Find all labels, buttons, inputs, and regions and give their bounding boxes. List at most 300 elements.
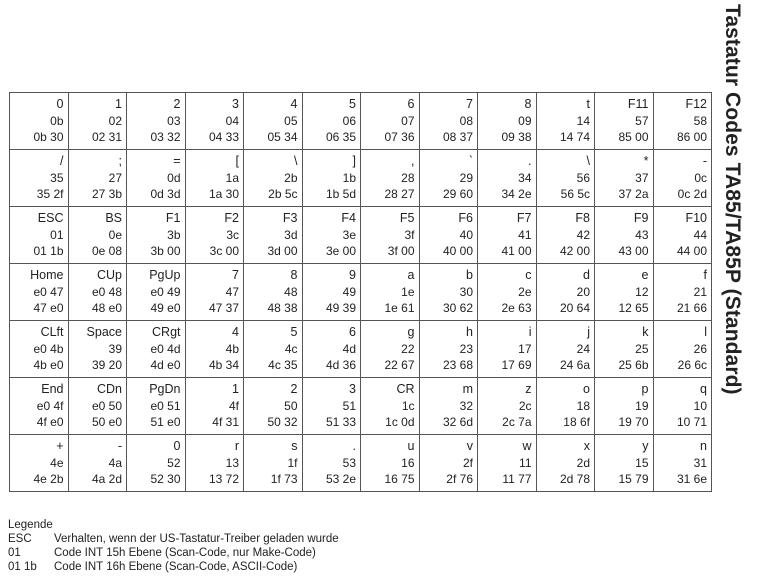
scan-ascii-code: 18 6f [563, 415, 590, 430]
key-cell [244, 93, 303, 150]
key-label: 2 [173, 97, 181, 112]
key-label: ESC [37, 211, 64, 226]
scan-code: 18 [576, 398, 590, 413]
scan-ascii-code: 2c 7a [502, 415, 532, 430]
key-label: l [704, 325, 707, 340]
key-label: 8 [290, 268, 298, 283]
key-label: F2 [224, 211, 239, 226]
key-label: 5 [349, 97, 356, 112]
key-label: k [642, 325, 649, 340]
scan-ascii-code: 86 00 [676, 130, 707, 145]
key-label: + [56, 439, 64, 454]
key-cell [302, 435, 361, 492]
key-cell [302, 93, 361, 150]
key-cell [68, 207, 127, 264]
scan-code: 0b [50, 113, 64, 128]
key-cell [185, 264, 244, 321]
key-label: j [587, 325, 590, 340]
key-cell [68, 150, 127, 207]
key-cell [536, 378, 595, 435]
key-label: p [641, 382, 649, 397]
key-label: 0 [173, 439, 181, 454]
scan-code: e0 51 [150, 398, 181, 413]
key-label: ; [118, 154, 122, 169]
key-label: v [466, 439, 473, 454]
scan-ascii-code: 1b 5d [325, 187, 356, 202]
scan-ascii-code: 14 74 [559, 130, 590, 145]
scan-code: 06 [342, 113, 356, 128]
key-cell [478, 321, 537, 378]
scan-ascii-code: 1a 30 [208, 187, 239, 202]
key-label: F8 [575, 211, 590, 226]
key-cell [10, 207, 69, 264]
scan-code: 28 [401, 170, 415, 185]
table-row [10, 321, 712, 378]
scan-ascii-code: 08 37 [442, 130, 473, 145]
key-cell [595, 150, 654, 207]
scan-code: 01 [50, 227, 64, 242]
key-label: \ [294, 154, 298, 169]
key-cell [478, 207, 537, 264]
scan-code: 17 [518, 341, 532, 356]
table-row [10, 264, 712, 321]
scan-ascii-code: 51 e0 [150, 415, 181, 430]
scan-code: 04 [225, 113, 239, 128]
scan-ascii-code: 4b e0 [33, 358, 64, 373]
key-label: 3 [349, 382, 356, 397]
legend-key: 01 [8, 547, 21, 559]
key-label: = [173, 154, 181, 169]
key-label: CR [396, 382, 415, 397]
legend-key: 01 1b [8, 561, 37, 573]
scan-ascii-code: 2f 76 [446, 472, 473, 487]
key-label: F6 [458, 211, 473, 226]
scan-ascii-code: 06 35 [325, 130, 356, 145]
scan-ascii-code: 3f 00 [387, 244, 415, 259]
scan-ascii-code: 47 e0 [33, 301, 64, 316]
key-cell [478, 150, 537, 207]
table-row [10, 207, 712, 264]
scan-code: 37 [635, 170, 649, 185]
key-label: z [525, 382, 532, 397]
scan-code: 20 [576, 284, 590, 299]
scan-ascii-code: 03 32 [150, 130, 181, 145]
key-cell [185, 435, 244, 492]
scan-code: 08 [459, 113, 473, 128]
key-label: CRgt [152, 325, 181, 340]
scan-code: 0e [108, 227, 122, 242]
scan-code: e0 4f [36, 398, 64, 413]
key-cell [10, 321, 69, 378]
scan-code: 07 [401, 113, 415, 128]
scan-code: 57 [635, 113, 649, 128]
key-cell [595, 207, 654, 264]
key-label: w [522, 439, 532, 454]
legend-item [8, 532, 339, 546]
key-cell [361, 207, 420, 264]
scan-code: 4b [225, 341, 239, 356]
key-cell [536, 93, 595, 150]
scan-ascii-code: 56 5c [560, 187, 590, 202]
scan-code: 51 [342, 398, 356, 413]
key-label: y [642, 439, 649, 454]
key-cell [10, 150, 69, 207]
key-label: 3 [232, 97, 239, 112]
key-label: b [466, 268, 473, 283]
key-label: . [528, 154, 532, 169]
scan-ascii-code: 4d e0 [150, 358, 181, 373]
key-cell [536, 150, 595, 207]
legend-heading: Legende [8, 519, 53, 531]
key-label: F9 [633, 211, 649, 226]
key-cell [244, 207, 303, 264]
key-label: BS [105, 211, 122, 226]
scan-ascii-code: 29 60 [442, 187, 473, 202]
key-cell [536, 264, 595, 321]
key-label: ] [352, 154, 356, 169]
legend-text: Code INT 15h Ebene (Scan-Code, nur Make-Code) [54, 547, 316, 559]
scan-ascii-code: 04 33 [208, 130, 239, 145]
key-code-table [9, 92, 712, 492]
key-label: n [700, 439, 707, 454]
key-cell [536, 207, 595, 264]
key-cell [68, 264, 127, 321]
scan-code: 2b [284, 170, 298, 185]
scan-ascii-code: 4d 36 [325, 358, 356, 373]
scan-ascii-code: 19 70 [618, 415, 649, 430]
key-label: / [60, 154, 64, 169]
scan-ascii-code: 35 2f [36, 187, 64, 202]
key-cell [361, 150, 420, 207]
scan-code: 4d [342, 341, 356, 356]
key-cell [302, 150, 361, 207]
key-label: 2 [290, 382, 298, 397]
key-cell [185, 378, 244, 435]
scan-code: e0 4b [33, 341, 64, 356]
key-cell [185, 207, 244, 264]
scan-code: 29 [459, 170, 473, 185]
key-cell [361, 264, 420, 321]
scan-ascii-code: 16 75 [384, 472, 415, 487]
key-label: 4 [232, 325, 239, 340]
scan-code: 49 [342, 284, 356, 299]
key-label: 6 [349, 325, 356, 340]
key-label: g [407, 325, 415, 340]
key-cell [302, 321, 361, 378]
key-cell [10, 93, 69, 150]
scan-ascii-code: 3d 00 [267, 244, 298, 259]
scan-code: 2f [462, 455, 473, 470]
scan-ascii-code: 47 37 [208, 301, 239, 316]
key-cell [68, 93, 127, 150]
scan-code: 26 [693, 341, 707, 356]
key-cell [653, 264, 712, 321]
scan-code: 1e [401, 284, 415, 299]
scan-code: 53 [342, 455, 356, 470]
scan-ascii-code: 31 6e [676, 472, 707, 487]
key-label: PgUp [149, 268, 181, 283]
key-cell [478, 435, 537, 492]
scan-ascii-code: 3e 00 [325, 244, 356, 259]
scan-code: 2d [576, 455, 590, 470]
key-cell [653, 378, 712, 435]
key-cell [127, 321, 186, 378]
key-label: * [643, 154, 649, 169]
scan-ascii-code: 42 00 [559, 244, 590, 259]
scan-code: 22 [401, 341, 415, 356]
key-label: CDn [96, 382, 122, 397]
table-row [10, 93, 712, 150]
scan-code: 42 [576, 227, 590, 242]
scan-ascii-code: 4c 35 [268, 358, 298, 373]
scan-code: 25 [635, 341, 649, 356]
key-label: o [583, 382, 590, 397]
key-cell [478, 264, 537, 321]
key-cell [419, 264, 478, 321]
scan-ascii-code: 05 34 [267, 130, 298, 145]
scan-ascii-code: 0c 2d [677, 187, 707, 202]
table-row [10, 435, 712, 492]
legend-item [8, 546, 339, 560]
scan-code: 4f [228, 398, 239, 413]
key-cell [419, 93, 478, 150]
scan-code: 1a [225, 170, 239, 185]
scan-ascii-code: 40 00 [442, 244, 473, 259]
key-label: 5 [290, 325, 298, 340]
scan-ascii-code: 1f 73 [270, 472, 298, 487]
scan-ascii-code: 0e 08 [91, 244, 122, 259]
table-row [10, 150, 712, 207]
key-cell [419, 207, 478, 264]
scan-code: 47 [225, 284, 239, 299]
key-cell [127, 378, 186, 435]
key-label: F1 [165, 211, 181, 226]
scan-ascii-code: 20 64 [559, 301, 590, 316]
key-label: f [703, 268, 707, 283]
scan-ascii-code: 48 38 [267, 301, 298, 316]
scan-code: 3e [342, 227, 356, 242]
key-cell [419, 150, 478, 207]
key-label: ` [468, 154, 473, 169]
scan-code: 3f [404, 227, 415, 242]
key-label: End [41, 382, 64, 397]
key-cell [68, 321, 127, 378]
key-label: 8 [524, 97, 532, 112]
key-cell [10, 378, 69, 435]
scan-code: e0 4d [150, 341, 181, 356]
scan-code: 27 [108, 170, 122, 185]
scan-ascii-code: 26 6c [677, 358, 707, 373]
scan-ascii-code: 39 20 [91, 358, 122, 373]
key-cell [244, 150, 303, 207]
legend-text: Code INT 16h Ebene (Scan-Code, ASCII-Code) [54, 561, 298, 573]
scan-ascii-code: 07 36 [384, 130, 415, 145]
scan-ascii-code: 4f 31 [212, 415, 239, 430]
scan-code: 40 [459, 227, 473, 242]
key-label: CUp [96, 268, 122, 283]
key-cell [653, 435, 712, 492]
scan-code: e0 47 [33, 284, 64, 299]
scan-code: 2c [518, 398, 532, 413]
key-cell [478, 378, 537, 435]
key-cell [302, 207, 361, 264]
key-cell [244, 378, 303, 435]
key-cell [653, 207, 712, 264]
scan-ascii-code: 51 33 [325, 415, 356, 430]
key-label: u [407, 439, 415, 454]
scan-ascii-code: 44 00 [676, 244, 707, 259]
legend [8, 518, 339, 574]
key-cell [595, 93, 654, 150]
key-label: i [528, 325, 532, 340]
scan-code: 09 [518, 113, 532, 128]
key-cell [361, 435, 420, 492]
scan-code: 12 [635, 284, 649, 299]
scan-code: 13 [225, 455, 239, 470]
scan-code: 34 [518, 170, 532, 185]
scan-code: 10 [693, 398, 707, 413]
scan-ascii-code: 30 62 [442, 301, 473, 316]
scan-code: 1b [342, 170, 356, 185]
key-cell [68, 435, 127, 492]
scan-code: 05 [284, 113, 298, 128]
key-label: F4 [341, 211, 356, 226]
key-cell [419, 321, 478, 378]
key-cell [127, 435, 186, 492]
scan-ascii-code: 43 00 [618, 244, 649, 259]
key-cell [653, 321, 712, 378]
key-cell [536, 321, 595, 378]
scan-ascii-code: 32 6d [442, 415, 473, 430]
scan-code: 39 [108, 341, 122, 356]
scan-code: 0d [167, 170, 181, 185]
key-label: CLft [40, 325, 64, 340]
legend-key: ESC [8, 533, 32, 545]
scan-ascii-code: 4a 2d [91, 472, 122, 487]
key-cell [595, 435, 654, 492]
key-label: F10 [685, 211, 707, 226]
key-label: [ [235, 154, 239, 169]
key-label: F7 [516, 211, 532, 226]
scan-ascii-code: 23 68 [442, 358, 473, 373]
scan-code: 16 [401, 455, 415, 470]
key-label: F11 [627, 97, 649, 112]
scan-ascii-code: 27 3b [91, 187, 122, 202]
page-title: Tastatur Codes TA85/TA85P (Standard) [721, 4, 744, 395]
scan-ascii-code: 0d 3d [150, 187, 181, 202]
key-cell [595, 321, 654, 378]
scan-code: e0 50 [91, 398, 122, 413]
key-label: x [583, 439, 590, 454]
key-label: 0 [56, 97, 64, 112]
scan-ascii-code: 12 65 [618, 301, 649, 316]
key-label: 9 [349, 268, 356, 283]
scan-code: 56 [576, 170, 590, 185]
key-cell [127, 150, 186, 207]
legend-text: Verhalten, wenn der US-Tastatur-Treiber geladen wurde [54, 533, 339, 545]
key-cell [127, 264, 186, 321]
scan-code: 43 [635, 227, 649, 242]
scan-code: 02 [108, 113, 122, 128]
scan-code: 58 [693, 113, 707, 128]
scan-code: 21 [693, 284, 707, 299]
key-label: F5 [399, 211, 415, 226]
key-cell [302, 378, 361, 435]
key-label: \ [586, 154, 590, 169]
key-label: F12 [685, 97, 707, 112]
scan-code: 15 [635, 455, 649, 470]
scan-code: 50 [284, 398, 298, 413]
key-cell [478, 93, 537, 150]
scan-code: 11 [519, 455, 532, 470]
scan-code: 3d [284, 227, 298, 242]
key-label: m [462, 382, 473, 397]
scan-code: e0 49 [150, 284, 181, 299]
key-label: 1 [115, 97, 122, 112]
scan-ascii-code: 2e 63 [501, 301, 532, 316]
key-cell [419, 435, 478, 492]
scan-ascii-code: 1c 0d [385, 415, 415, 430]
key-cell [244, 321, 303, 378]
scan-ascii-code: 21 66 [676, 301, 707, 316]
scan-code: 24 [576, 341, 590, 356]
key-label: 7 [466, 97, 473, 112]
scan-ascii-code: 13 72 [208, 472, 239, 487]
key-label: c [525, 268, 532, 283]
scan-ascii-code: 2d 78 [559, 472, 590, 487]
scan-code: 14 [576, 113, 590, 128]
key-label: . [352, 439, 356, 454]
key-label: 1 [232, 382, 239, 397]
key-label: a [407, 268, 415, 283]
key-label: - [702, 154, 707, 169]
key-label: , [411, 154, 415, 169]
key-cell [244, 435, 303, 492]
scan-ascii-code: 09 38 [501, 130, 532, 145]
scan-code: 03 [167, 113, 181, 128]
scan-code: 35 [50, 170, 64, 185]
key-label: 6 [407, 97, 415, 112]
key-label: d [583, 268, 590, 283]
scan-ascii-code: 50 32 [267, 415, 298, 430]
scan-ascii-code: 49 39 [325, 301, 356, 316]
key-cell [127, 93, 186, 150]
key-cell [653, 93, 712, 150]
scan-ascii-code: 01 1b [33, 244, 64, 259]
scan-ascii-code: 85 00 [618, 130, 649, 145]
key-label: 7 [232, 268, 239, 283]
scan-ascii-code: 0b 30 [33, 130, 64, 145]
scan-code: 3c [226, 227, 239, 242]
scan-code: 48 [284, 284, 298, 299]
scan-code: 44 [693, 227, 707, 242]
key-label: h [466, 325, 473, 340]
key-cell [536, 435, 595, 492]
scan-ascii-code: 3c 00 [209, 244, 239, 259]
scan-ascii-code: 10 71 [676, 415, 707, 430]
scan-ascii-code: 15 79 [618, 472, 649, 487]
key-cell [185, 93, 244, 150]
scan-code: e0 48 [91, 284, 122, 299]
scan-code: 1f [287, 455, 298, 470]
scan-code: 3b [167, 227, 181, 242]
key-cell [68, 378, 127, 435]
scan-code: 30 [459, 284, 473, 299]
key-cell [595, 264, 654, 321]
scan-ascii-code: 49 e0 [150, 301, 181, 316]
key-label: s [291, 439, 298, 454]
scan-ascii-code: 28 27 [384, 187, 415, 202]
